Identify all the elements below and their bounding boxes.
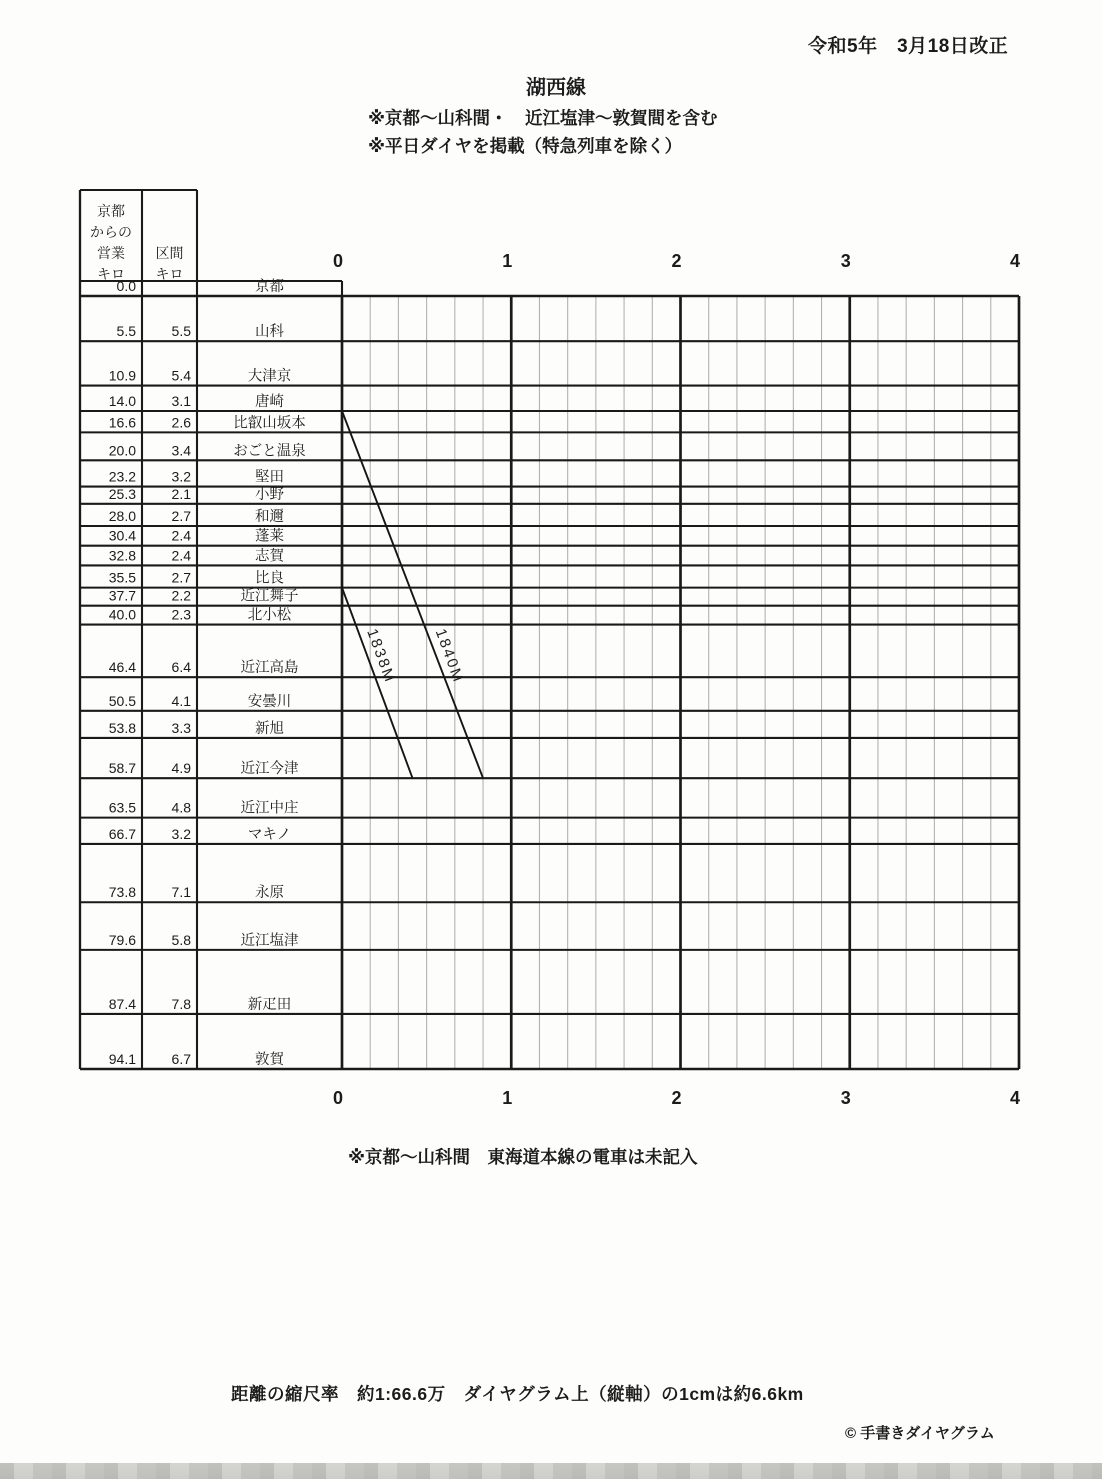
station-name-label: 近江舞子: [240, 588, 299, 605]
station-section-km-value: 3.1: [171, 393, 191, 410]
station-section-km-value: 2.7: [171, 569, 191, 586]
station-section-km-value: 3.2: [171, 825, 191, 842]
station-km-value: 16.6: [108, 414, 136, 431]
station-name-label: マキノ: [247, 826, 292, 843]
distance-scale-note: 距離の縮尺率 約1:66.6万 ダイヤグラム上（縦軸）の1cmは約6.6km: [231, 1384, 804, 1404]
station-section-km-value: 2.2: [171, 587, 191, 604]
hour-tick-bottom: 3: [840, 1088, 851, 1108]
station-section-km-value: 4.8: [171, 799, 191, 816]
station-km-value: 20.0: [108, 442, 136, 459]
station-name-label: 北小松: [247, 607, 292, 624]
station-name-label: 敦賀: [255, 1052, 284, 1068]
section-km-header: キロ: [155, 266, 184, 282]
station-km-value: 73.8: [108, 884, 136, 901]
station-name-label: 小野: [255, 486, 284, 503]
station-km-value: 0.0: [116, 278, 136, 294]
station-km-value: 25.3: [108, 485, 136, 502]
station-name-label: 近江塩津: [240, 932, 299, 949]
tokaido-line-note: ※京都～山科間 東海道本線の電車は未記入: [348, 1147, 698, 1167]
station-name-label: 志賀: [255, 548, 284, 565]
km-from-kyoto-header: キロ: [97, 266, 125, 282]
station-name-label: 和邇: [255, 509, 284, 526]
station-km-value: 63.5: [108, 799, 136, 816]
station-section-km-value: 5.5: [171, 323, 191, 340]
station-section-km-value: 2.7: [171, 508, 191, 525]
hour-tick-bottom: 4: [1009, 1088, 1021, 1108]
station-name-label: 唐崎: [255, 394, 284, 411]
scan-edge-artifact: [0, 1463, 1102, 1479]
hour-tick-top: 4: [1009, 251, 1021, 271]
section-km-header: 区間: [155, 245, 184, 261]
station-name-label: 新疋田: [247, 996, 292, 1013]
station-name-label: 山科: [255, 324, 284, 341]
station-km-value: 14.0: [108, 393, 136, 410]
station-km-value: 10.9: [108, 367, 136, 384]
station-km-value: 79.6: [108, 931, 136, 948]
station-section-km-value: 7.1: [171, 884, 191, 901]
station-section-km-value: 3.2: [171, 468, 191, 485]
hour-tick-top: 0: [332, 251, 344, 271]
station-section-km-value: 5.8: [171, 931, 191, 948]
station-name-label: 比良: [255, 570, 284, 587]
copyright-note: © 手書きダイヤグラム: [845, 1425, 995, 1442]
station-name-label: 安曇川: [247, 693, 292, 710]
station-name-label: おごと温泉: [233, 443, 306, 460]
station-name-label: 堅田: [255, 469, 284, 486]
train-line-1838M: [342, 588, 413, 779]
station-section-km-value: 2.1: [171, 485, 191, 502]
station-section-km-value: 7.8: [171, 995, 191, 1012]
station-km-value: 46.4: [108, 659, 136, 676]
station-name-label: 永原: [255, 885, 284, 902]
station-section-km-value: 6.7: [171, 1051, 191, 1067]
station-name-label: 近江今津: [240, 761, 299, 778]
hour-tick-bottom: 2: [671, 1088, 682, 1108]
station-section-km-value: 3.4: [171, 442, 191, 459]
km-from-kyoto-header: からの: [90, 224, 132, 240]
subtitle-line-1: ※京都～山科間・ 近江塩津～敦賀間を含む: [368, 108, 718, 128]
km-from-kyoto-header: 営業: [97, 245, 125, 261]
station-km-value: 50.5: [108, 692, 136, 709]
km-from-kyoto-header: 京都: [97, 203, 125, 219]
station-section-km-value: 6.4: [171, 659, 191, 676]
hour-tick-bottom: 0: [332, 1088, 344, 1108]
train-number-label: 1838M: [363, 626, 399, 686]
hour-tick-top: 3: [840, 251, 851, 271]
station-section-km-value: 2.4: [171, 547, 191, 564]
station-km-value: 53.8: [108, 719, 136, 736]
station-km-value: 5.5: [116, 323, 136, 340]
station-km-value: 87.4: [108, 995, 136, 1012]
station-km-value: 40.0: [108, 606, 136, 623]
station-section-km-value: 3.3: [171, 719, 191, 736]
station-section-km-value: 2.6: [171, 414, 191, 431]
station-name-label: 大津京: [247, 368, 292, 385]
hour-tick-top: 1: [502, 251, 513, 271]
station-km-value: 32.8: [108, 547, 136, 564]
hour-tick-top: 2: [671, 251, 682, 271]
station-name-label: 近江中庄: [240, 800, 299, 817]
station-section-km-value: 4.1: [171, 692, 191, 709]
page-title: 湖西線: [526, 77, 586, 99]
train-line-1840M: [342, 411, 483, 778]
station-name-label: 比叡山坂本: [233, 415, 306, 432]
station-section-km-value: 4.9: [171, 760, 191, 777]
station-section-km-value: 2.3: [171, 606, 191, 623]
station-km-value: 28.0: [108, 508, 136, 525]
subtitle-line-2: ※平日ダイヤを掲載（特急列車を除く）: [368, 136, 683, 156]
station-km-value: 37.7: [108, 587, 136, 604]
hour-tick-bottom: 1: [502, 1088, 513, 1108]
station-km-value: 30.4: [108, 527, 136, 544]
station-name-label: 京都: [255, 279, 284, 295]
station-name-label: 蓬莱: [255, 528, 284, 545]
station-km-value: 94.1: [108, 1051, 136, 1067]
station-section-km-value: 2.4: [171, 527, 191, 544]
station-km-value: 66.7: [108, 825, 136, 842]
station-km-value: 58.7: [108, 760, 136, 777]
station-name-label: 近江高島: [240, 660, 299, 677]
revision-date-note: 令和5年 3月18日改正: [808, 36, 1009, 57]
station-name-label: 新旭: [255, 720, 284, 737]
station-section-km-value: 5.4: [171, 367, 191, 384]
train-number-label: 1840M: [431, 626, 468, 686]
station-km-value: 35.5: [108, 569, 136, 586]
station-km-value: 23.2: [108, 468, 136, 485]
